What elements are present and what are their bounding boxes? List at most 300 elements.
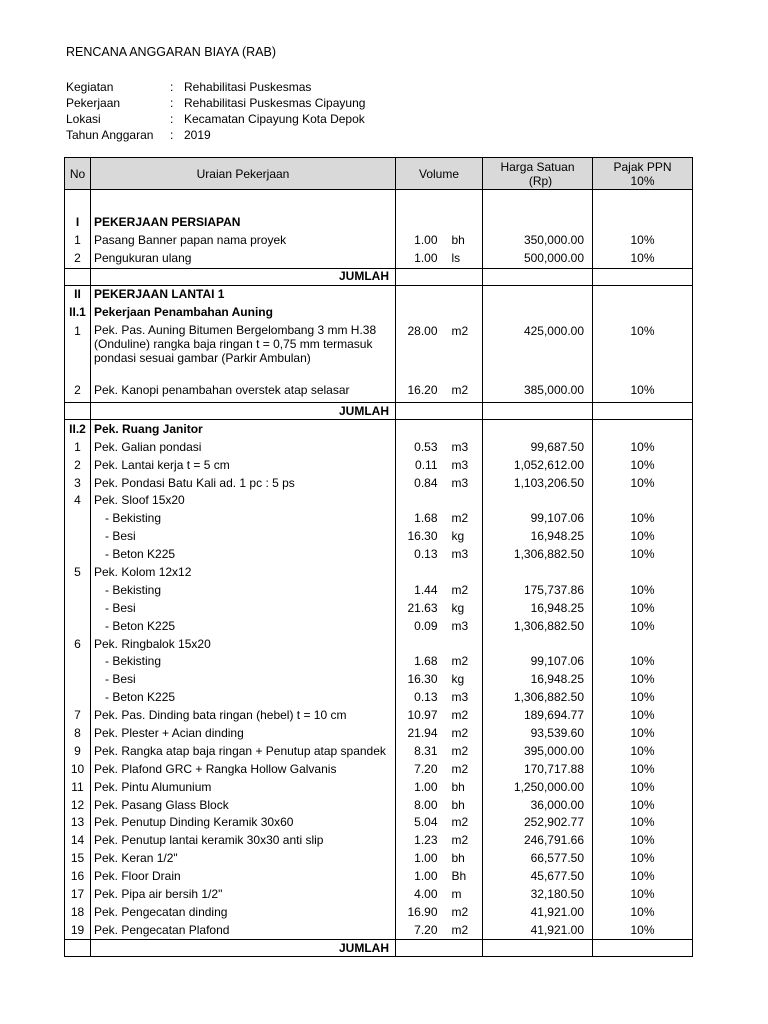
info-row [66,127,365,143]
item-tax: 10% [593,510,693,528]
table-row [65,510,693,528]
item-unit-price: 41,921.00 [483,904,593,922]
item-number: 1 [65,232,91,250]
item-description: - Bekisting [91,510,396,528]
table-row [65,707,693,725]
item-number [65,671,91,689]
item-tax: 10% [593,725,693,743]
item-description: Pek. Sloof 15x20 [91,492,396,510]
section-number: II.2 [65,420,91,438]
table-row [65,725,693,743]
item-description: Pek. Pintu Alumunium [91,778,396,796]
table-row [65,760,693,778]
item-unit-price: 66,577.50 [483,850,593,868]
item-tax: 10% [593,868,693,886]
item-tax: 10% [593,546,693,564]
table-row [65,653,693,671]
item-tax: 10% [593,617,693,635]
item-volume: 0.11 [396,456,440,474]
header-pajak [593,158,693,190]
item-unit: m2 [440,653,483,671]
item-tax: 10% [593,456,693,474]
item-tax: 10% [593,372,693,403]
item-unit: m3 [440,689,483,707]
jumlah-row [65,403,693,420]
item-volume: 0.53 [396,438,440,456]
info-row [66,111,365,127]
table-row [65,921,693,939]
item-unit [440,492,483,510]
table-row [65,689,693,707]
item-unit: m3 [440,456,483,474]
item-number: 19 [65,921,91,939]
item-description: Pek. Pengecatan dinding [91,904,396,922]
item-unit-price: 1,052,612.00 [483,456,593,474]
item-description: Pek. Pipa air bersih 1/2" [91,886,396,904]
item-unit: m3 [440,474,483,492]
empty-cell [593,285,693,303]
item-unit-price: 99,687.50 [483,438,593,456]
empty-cell [65,268,91,285]
info-value: 2019 [184,128,211,142]
item-description: Pek. Floor Drain [91,868,396,886]
item-volume: 5.04 [396,814,440,832]
item-number: 6 [65,635,91,653]
empty-cell [65,403,91,420]
section-number: I [65,214,91,232]
empty-cell [593,190,693,215]
item-tax: 10% [593,474,693,492]
item-volume: 1.00 [396,232,440,250]
item-description: - Beton K225 [91,689,396,707]
item-description: - Beton K225 [91,546,396,564]
item-volume: 16.30 [396,671,440,689]
item-number: 13 [65,814,91,832]
jumlah-row [65,940,693,957]
item-unit-price: 16,948.25 [483,599,593,617]
item-unit: m2 [440,904,483,922]
section-number: II [65,285,91,303]
item-number: 17 [65,886,91,904]
item-unit: m2 [440,832,483,850]
empty-cell [440,268,483,285]
empty-cell [440,190,483,215]
item-number: 11 [65,778,91,796]
item-description: Pengukuran ulang [91,250,396,268]
item-volume: 7.20 [396,760,440,778]
item-description: Pek. Penutup Dinding Keramik 30x60 [91,814,396,832]
item-unit-price: 99,107.06 [483,653,593,671]
item-volume: 1.44 [396,581,440,599]
table-header [65,158,693,190]
section-title: PEKERJAAN LANTAI 1 [91,285,396,303]
item-volume: 1.00 [396,850,440,868]
item-number: 10 [65,760,91,778]
table-row [65,599,693,617]
item-unit: kg [440,528,483,546]
item-unit: m2 [440,321,483,372]
item-tax: 10% [593,886,693,904]
item-tax [593,564,693,582]
item-description: Pek. Kolom 12x12 [91,564,396,582]
item-unit-price: 32,180.50 [483,886,593,904]
empty-cell [440,285,483,303]
empty-cell [483,285,593,303]
item-unit: m3 [440,546,483,564]
item-tax: 10% [593,321,693,372]
table-row [65,492,693,510]
item-unit: bh [440,850,483,868]
item-tax: 10% [593,778,693,796]
item-unit-price: 36,000.00 [483,796,593,814]
info-value: Kecamatan Cipayung Kota Depok [184,112,365,126]
item-description: Pek. Pondasi Batu Kali ad. 1 pc : 5 ps [91,474,396,492]
item-number [65,617,91,635]
item-tax: 10% [593,921,693,939]
item-unit-price: 1,306,882.50 [483,617,593,635]
item-description: - Besi [91,671,396,689]
item-number: 2 [65,250,91,268]
item-unit: ls [440,250,483,268]
item-volume [396,492,440,510]
item-unit-price: 385,000.00 [483,372,593,403]
item-number: 18 [65,904,91,922]
item-number: 12 [65,796,91,814]
header-pajak-line1: Pajak PPN [613,159,672,174]
item-volume: 8.31 [396,742,440,760]
table-row [65,671,693,689]
item-volume: 1.23 [396,832,440,850]
empty-cell [440,214,483,232]
item-tax: 10% [593,653,693,671]
item-number [65,599,91,617]
item-unit-price: 99,107.06 [483,510,593,528]
section-heading-row [65,285,693,303]
item-tax: 10% [593,689,693,707]
empty-cell [440,304,483,322]
section-number: II.1 [65,304,91,322]
item-number: 5 [65,564,91,582]
info-row [66,79,365,95]
empty-cell [396,285,440,303]
info-separator: : [170,80,174,94]
item-unit-price: 252,902.77 [483,814,593,832]
header-volume: Volume [396,158,483,190]
info-separator: : [170,128,174,142]
info-row [66,95,365,111]
item-description: Pek. Plester + Acian dinding [91,725,396,743]
empty-cell [396,403,440,420]
item-tax: 10% [593,250,693,268]
item-unit: m2 [440,510,483,528]
item-unit: m2 [440,921,483,939]
item-tax [593,635,693,653]
table-row [65,528,693,546]
item-unit: m2 [440,707,483,725]
item-description: - Bekisting [91,653,396,671]
table-row [65,474,693,492]
section-title: Pekerjaan Penambahan Auning [91,304,396,322]
item-description: Pek. Plafond GRC + Rangka Hollow Galvanis [91,760,396,778]
jumlah-tax [593,268,693,285]
item-description: - Beton K225 [91,617,396,635]
item-description: Pek. Penutup lantai keramik 30x30 anti slip [91,832,396,850]
item-description: Pek. Lantai kerja t = 5 cm [91,456,396,474]
item-unit: m3 [440,617,483,635]
empty-cell [440,940,483,957]
item-unit: bh [440,796,483,814]
header-no: No [65,158,91,190]
item-volume: 0.09 [396,617,440,635]
item-description: Pek. Galian pondasi [91,438,396,456]
item-volume: 10.97 [396,707,440,725]
item-description: Pasang Banner papan nama proyek [91,232,396,250]
header-harga-line1: Harga Satuan [500,159,575,174]
empty-cell [396,940,440,957]
item-unit: m2 [440,581,483,599]
item-description: - Bekisting [91,581,396,599]
item-description: Pek. Ringbalok 15x20 [91,635,396,653]
item-number [65,581,91,599]
jumlah-row [65,268,693,285]
item-number: 2 [65,372,91,403]
item-tax: 10% [593,904,693,922]
item-volume: 28.00 [396,321,440,372]
item-number [65,689,91,707]
empty-cell [65,940,91,957]
item-number: 1 [65,438,91,456]
item-number [65,510,91,528]
empty-cell [396,214,440,232]
item-unit: kg [440,599,483,617]
item-volume: 0.84 [396,474,440,492]
item-volume: 1.00 [396,868,440,886]
item-volume: 1.68 [396,510,440,528]
header-pajak-line2: 10% [630,173,655,188]
item-volume [396,635,440,653]
empty-cell [65,190,91,215]
item-unit-price: 350,000.00 [483,232,593,250]
table-row [65,742,693,760]
item-number [65,546,91,564]
item-volume: 1.68 [396,653,440,671]
table-row [65,868,693,886]
item-description: - Besi [91,599,396,617]
item-unit-price: 16,948.25 [483,528,593,546]
item-volume: 21.94 [396,725,440,743]
item-volume: 16.30 [396,528,440,546]
item-tax: 10% [593,581,693,599]
item-tax: 10% [593,599,693,617]
item-unit-price: 16,948.25 [483,671,593,689]
table-row [65,546,693,564]
empty-cell [396,190,440,215]
section-heading-row [65,420,693,438]
item-unit-price: 170,717.88 [483,760,593,778]
info-value: Rehabilitasi Puskesmas Cipayung [184,96,366,110]
item-number [65,528,91,546]
table-row [65,796,693,814]
header-harga-line2: (Rp) [528,173,553,188]
item-description: Pek. Pas. Auning Bitumen Bergelombang 3 mm H.38 (Onduline) rangka baja ringan t = 0,75 mm termasuk pondasi sesuai gambar (Parkir Ambulan) [91,321,396,372]
item-tax: 10% [593,760,693,778]
item-unit [440,564,483,582]
item-unit-price: 93,539.60 [483,725,593,743]
section-title: Pek. Ruang Janitor [91,420,396,438]
item-number: 1 [65,321,91,372]
table-row [65,564,693,582]
table-row [65,250,693,268]
table-row [65,438,693,456]
item-unit-price: 395,000.00 [483,742,593,760]
item-tax: 10% [593,528,693,546]
empty-cell [593,420,693,438]
item-volume: 16.20 [396,372,440,403]
table-row [65,321,693,372]
empty-cell [396,268,440,285]
item-number: 4 [65,492,91,510]
item-volume: 16.90 [396,904,440,922]
jumlah-label: JUMLAH [91,403,396,420]
item-unit-price: 1,306,882.50 [483,546,593,564]
table-row [65,617,693,635]
item-volume: 4.00 [396,886,440,904]
item-unit-price: 1,103,206.50 [483,474,593,492]
item-unit: m [440,886,483,904]
item-unit-price: 500,000.00 [483,250,593,268]
item-unit-price: 41,921.00 [483,921,593,939]
document-title: RENCANA ANGGARAN BIAYA (RAB) [66,45,277,59]
item-volume: 7.20 [396,921,440,939]
table-row [65,850,693,868]
item-tax: 10% [593,814,693,832]
item-unit-price: 175,737.86 [483,581,593,599]
jumlah-tax [593,403,693,420]
table-row [65,904,693,922]
jumlah-tax [593,940,693,957]
item-unit-price: 425,000.00 [483,321,593,372]
info-key: Lokasi [66,112,101,126]
item-volume: 8.00 [396,796,440,814]
item-number: 8 [65,725,91,743]
table-row [65,456,693,474]
item-unit: bh [440,232,483,250]
item-unit: Bh [440,868,483,886]
empty-cell [483,304,593,322]
item-volume: 21.63 [396,599,440,617]
item-volume: 1.00 [396,250,440,268]
empty-cell [396,420,440,438]
item-tax: 10% [593,438,693,456]
table-row [65,581,693,599]
project-info [66,79,365,143]
table-row [65,886,693,904]
item-unit-price [483,564,593,582]
empty-cell [483,190,593,215]
header-uraian: Uraian Pekerjaan [91,158,396,190]
item-description: Pek. Rangka atap baja ringan + Penutup atap spandek [91,742,396,760]
info-key: Pekerjaan [66,96,121,110]
empty-cell [440,420,483,438]
table-row [65,832,693,850]
empty-cell [440,403,483,420]
info-key: Kegiatan [66,80,114,94]
item-description: Pek. Pasang Glass Block [91,796,396,814]
item-tax: 10% [593,796,693,814]
rab-table [64,157,693,957]
item-unit: m2 [440,725,483,743]
empty-cell [483,214,593,232]
item-tax: 10% [593,742,693,760]
table-row [65,635,693,653]
info-separator: : [170,96,174,110]
empty-cell [593,214,693,232]
info-value: Rehabilitasi Puskesmas [184,80,312,94]
item-unit: m3 [440,438,483,456]
header-harga-satuan [483,158,593,190]
info-key: Tahun Anggaran [66,128,154,142]
item-unit: kg [440,671,483,689]
item-unit-price: 189,694.77 [483,707,593,725]
item-tax: 10% [593,671,693,689]
item-unit: m2 [440,814,483,832]
item-unit [440,635,483,653]
item-volume [396,564,440,582]
item-number: 15 [65,850,91,868]
item-number: 16 [65,868,91,886]
item-unit: m2 [440,760,483,778]
item-description: Pek. Kanopi penambahan overstek atap selasar [91,372,396,403]
item-volume: 1.00 [396,778,440,796]
item-volume: 0.13 [396,689,440,707]
empty-cell [91,190,396,215]
item-number: 14 [65,832,91,850]
section-heading-row [65,214,693,232]
item-unit-price [483,492,593,510]
item-unit-price [483,635,593,653]
jumlah-label: JUMLAH [91,940,396,957]
item-number: 7 [65,707,91,725]
item-description: Pek. Pengecatan Plafond [91,921,396,939]
item-tax: 10% [593,232,693,250]
item-number: 2 [65,456,91,474]
jumlah-label: JUMLAH [91,268,396,285]
item-tax [593,492,693,510]
item-description: Pek. Pas. Dinding bata ringan (hebel) t = 10 cm [91,707,396,725]
empty-row [65,190,693,215]
item-number [65,653,91,671]
info-separator: : [170,112,174,126]
item-unit-price: 45,677.50 [483,868,593,886]
section-title: PEKERJAAN PERSIAPAN [91,214,396,232]
table-row [65,372,693,403]
item-tax: 10% [593,707,693,725]
item-unit-price: 1,306,882.50 [483,689,593,707]
item-unit: m2 [440,372,483,403]
empty-cell [593,304,693,322]
item-number: 9 [65,742,91,760]
item-description: Pek. Keran 1/2" [91,850,396,868]
jumlah-total [483,940,593,957]
item-unit: bh [440,778,483,796]
item-number: 3 [65,474,91,492]
table-row [65,232,693,250]
empty-cell [396,304,440,322]
item-tax: 10% [593,832,693,850]
item-volume: 0.13 [396,546,440,564]
item-unit-price: 246,791.66 [483,832,593,850]
item-unit: m2 [440,742,483,760]
